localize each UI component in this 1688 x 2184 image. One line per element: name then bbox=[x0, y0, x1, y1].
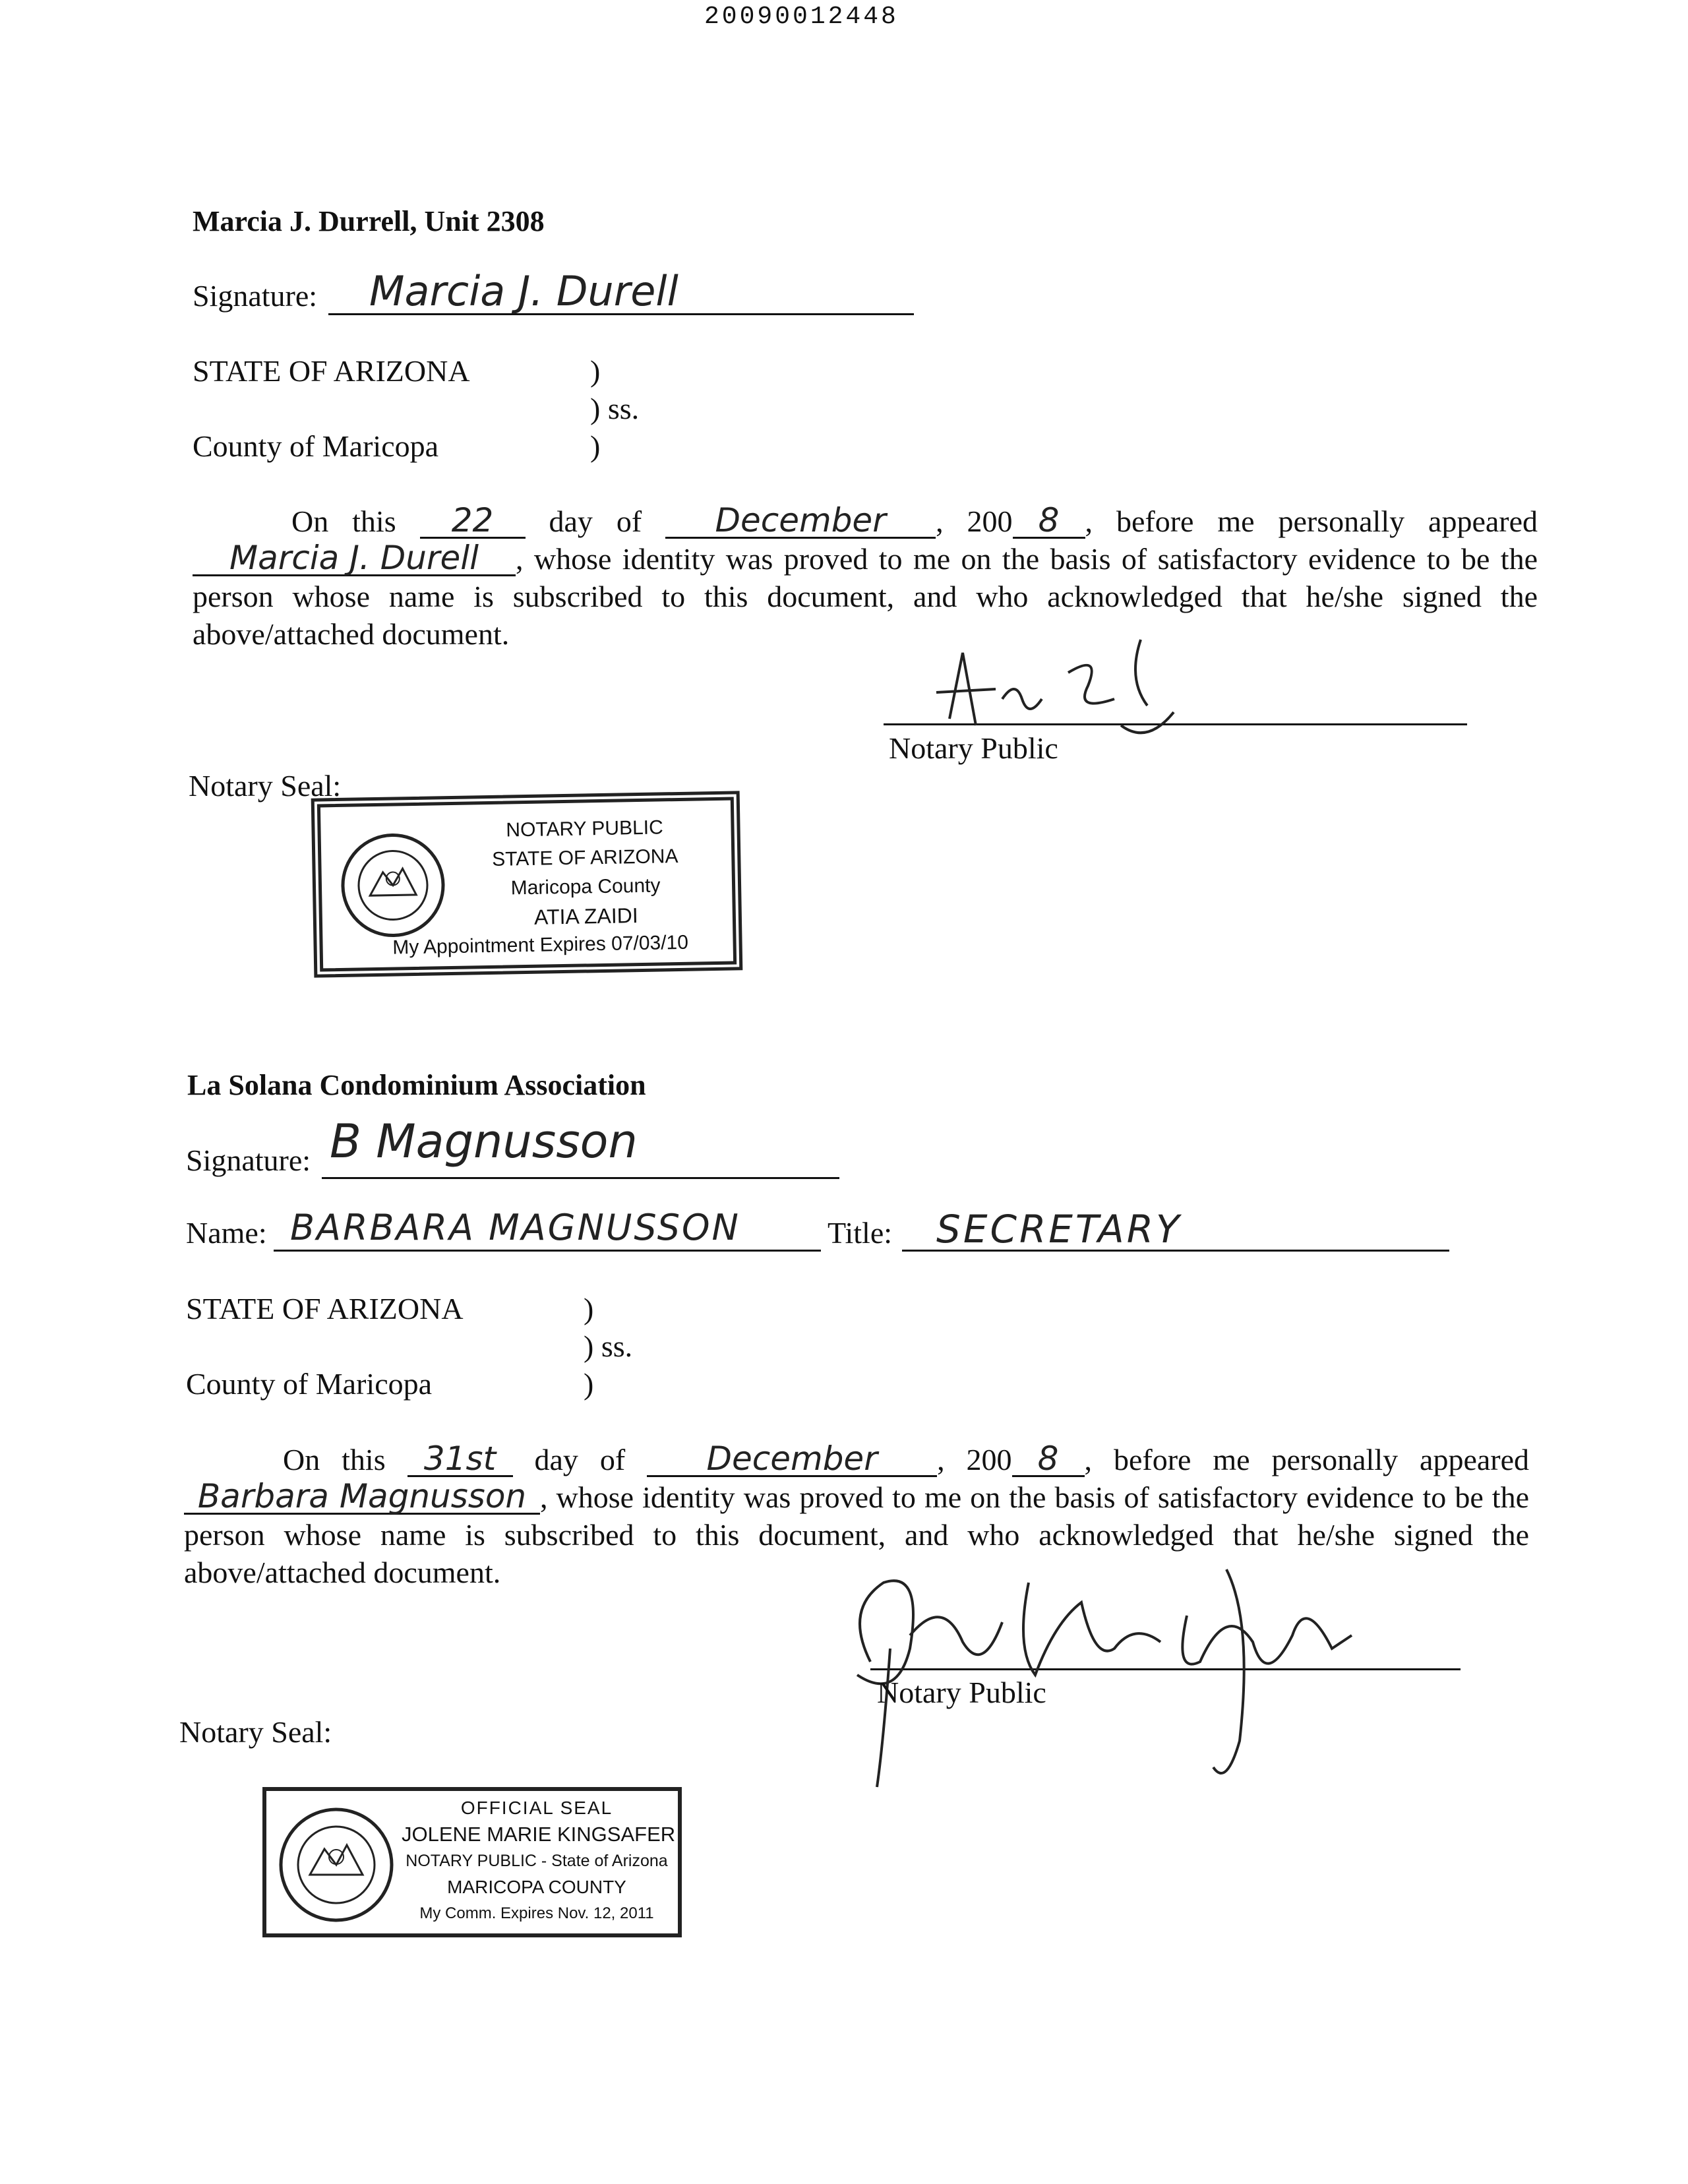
handwritten-signature-2: B Magnusson bbox=[330, 1114, 638, 1168]
day-handwritten-2: 31st bbox=[423, 1440, 497, 1478]
year-handwritten: 8 bbox=[1038, 501, 1060, 539]
bracket-top-2: ) bbox=[584, 1292, 594, 1325]
state-seal-icon-2 bbox=[277, 1805, 396, 1924]
seal-line-2: STATE OF ARIZONA bbox=[491, 845, 678, 870]
year-prefix-text-2: , 200 bbox=[937, 1443, 1012, 1476]
appeared-text: , before me personally appeared bbox=[1085, 504, 1538, 538]
signature-label-2: Signature: bbox=[186, 1143, 311, 1177]
acknowledgment-paragraph bbox=[193, 502, 1538, 653]
state-seal-icon bbox=[340, 832, 447, 939]
owner-heading: Marcia J. Durrell, Unit 2308 bbox=[193, 205, 545, 237]
signature-label: Signature: bbox=[193, 279, 318, 313]
day-of-text: day of bbox=[549, 504, 642, 538]
on-this-text-2: On this bbox=[283, 1443, 386, 1476]
name-label: Name: bbox=[186, 1216, 267, 1250]
month-handwritten-2: December bbox=[706, 1440, 878, 1478]
notary-seal-label-2: Notary Seal: bbox=[179, 1715, 332, 1749]
name-handwritten: BARBARA MAGNUSSON bbox=[290, 1207, 740, 1248]
appeared-text-2: , before me personally appeared bbox=[1084, 1443, 1530, 1476]
notary-seal-label: Notary Seal: bbox=[189, 769, 342, 803]
official-seal-line-1: OFFICIAL SEAL bbox=[460, 1798, 613, 1818]
title-handwritten: SECRETARY bbox=[936, 1207, 1182, 1252]
seal-line-4: ATIA ZAIDI bbox=[533, 903, 638, 929]
acknowledgment-body-2: , whose identity was proved to me on the basis of satisfactory evidence to be the person whose name is subscribed to this document, and who acknowledged that he/she signed the above/attached document. bbox=[184, 1480, 1529, 1589]
day-of-text-2: day of bbox=[534, 1443, 626, 1476]
bracket-bottom: ) bbox=[590, 429, 601, 463]
notary-public-label-2: Notary Public bbox=[877, 1676, 1046, 1709]
notary-signature-scribble-2 bbox=[831, 1543, 1404, 1794]
day-handwritten: 22 bbox=[451, 501, 494, 539]
signature-line-2 bbox=[322, 1177, 839, 1179]
title-label: Title: bbox=[828, 1216, 893, 1250]
year-prefix-text: , 200 bbox=[936, 504, 1013, 538]
seal-line-1: NOTARY PUBLIC bbox=[506, 816, 664, 841]
official-seal-line-5: My Comm. Expires Nov. 12, 2011 bbox=[419, 1904, 654, 1922]
ss-label-2: ) ss. bbox=[584, 1329, 633, 1363]
appeared-name-handwritten: Marcia J. Durell bbox=[229, 539, 479, 577]
acknowledgment-body: , whose identity was proved to me on the basis of satisfactory evidence to be the person whose name is subscribed to this document, and who acknowledged that he/she signed the above/attached document. bbox=[193, 542, 1538, 651]
document-number: 20090012448 bbox=[704, 3, 899, 31]
official-seal-line-4: MARICOPA COUNTY bbox=[447, 1877, 626, 1897]
official-seal-line-2: JOLENE MARIE KINGSAFER bbox=[402, 1823, 676, 1846]
seal-line-5: My Appointment Expires 07/03/10 bbox=[392, 931, 689, 959]
handwritten-signature: Marcia J. Durell bbox=[369, 267, 678, 315]
month-handwritten: December bbox=[715, 501, 886, 539]
appeared-name-handwritten-2: Barbara Magnusson bbox=[197, 1477, 527, 1515]
association-heading: La Solana Condominium Association bbox=[187, 1069, 646, 1101]
on-this-text: On this bbox=[291, 504, 396, 538]
official-seal-stamp bbox=[262, 1787, 682, 1937]
state-label-2: STATE OF ARIZONA bbox=[186, 1292, 464, 1325]
seal-line-3: Maricopa County bbox=[510, 874, 661, 899]
county-label: County of Maricopa bbox=[193, 429, 439, 463]
bracket-bottom-2: ) bbox=[584, 1367, 594, 1401]
state-label: STATE OF ARIZONA bbox=[193, 354, 470, 388]
county-label-2: County of Maricopa bbox=[186, 1367, 433, 1401]
notary-seal-stamp bbox=[311, 791, 743, 977]
official-seal-line-3: NOTARY PUBLIC - State of Arizona bbox=[406, 1852, 668, 1870]
bracket-top: ) bbox=[590, 354, 601, 388]
year-handwritten-2: 8 bbox=[1037, 1440, 1059, 1478]
notary-public-label: Notary Public bbox=[889, 731, 1058, 765]
name-line bbox=[274, 1250, 821, 1252]
ss-label: ) ss. bbox=[590, 392, 640, 425]
